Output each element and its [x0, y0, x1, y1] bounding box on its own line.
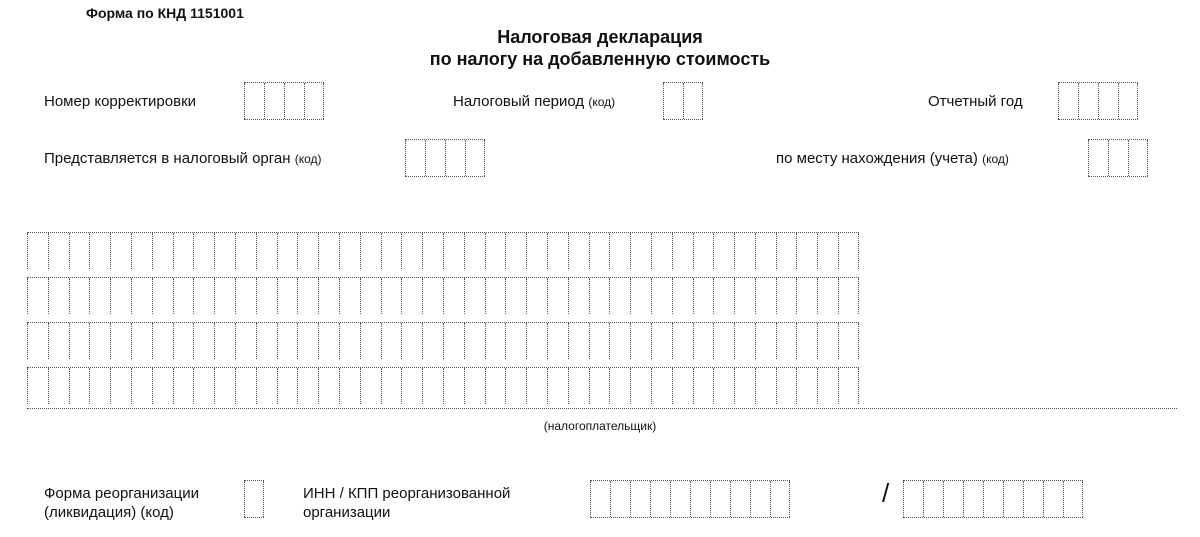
input-cell[interactable]	[796, 323, 817, 359]
input-cell[interactable]	[609, 278, 630, 314]
input-cell[interactable]	[401, 323, 422, 359]
input-cell[interactable]	[110, 323, 131, 359]
correction-number-field[interactable]	[244, 82, 324, 120]
input-cell[interactable]	[27, 323, 48, 359]
input-cell[interactable]	[963, 481, 983, 517]
input-cell[interactable]	[193, 233, 214, 269]
report-year-field[interactable]	[1058, 82, 1138, 120]
input-cell[interactable]	[69, 368, 90, 404]
taxpayer-row[interactable]	[27, 232, 859, 269]
input-cell[interactable]	[776, 368, 797, 404]
input-cell[interactable]	[672, 323, 693, 359]
input-cell[interactable]	[796, 368, 817, 404]
input-cell[interactable]	[568, 278, 589, 314]
input-cell[interactable]	[526, 323, 547, 359]
input-cell[interactable]	[568, 368, 589, 404]
input-cell[interactable]	[630, 368, 651, 404]
input-cell[interactable]	[770, 481, 790, 517]
input-cell[interactable]	[650, 481, 670, 517]
input-cell[interactable]	[903, 481, 923, 517]
input-cell[interactable]	[713, 233, 734, 269]
tax-authority-field[interactable]	[405, 139, 485, 177]
input-cell[interactable]	[244, 481, 264, 517]
input-cell[interactable]	[609, 368, 630, 404]
input-cell[interactable]	[173, 233, 194, 269]
input-cell[interactable]	[817, 323, 838, 359]
input-cell[interactable]	[776, 278, 797, 314]
correction-number-label: Номер корректировки	[44, 93, 197, 110]
input-cell[interactable]	[730, 481, 750, 517]
input-cell[interactable]	[339, 323, 360, 359]
input-cell[interactable]	[923, 481, 943, 517]
input-cell[interactable]	[152, 278, 173, 314]
input-cell[interactable]	[284, 83, 304, 119]
input-cell[interactable]	[464, 278, 485, 314]
reorg-kpp-field[interactable]	[903, 480, 1083, 518]
taxpayer-row[interactable]	[27, 367, 859, 404]
input-cell[interactable]	[214, 323, 235, 359]
input-cell[interactable]	[297, 368, 318, 404]
input-cell[interactable]	[547, 278, 568, 314]
input-cell[interactable]	[547, 323, 568, 359]
input-cell[interactable]	[193, 278, 214, 314]
taxpayer-grid-bottom-border	[27, 408, 1177, 409]
input-cell[interactable]	[609, 323, 630, 359]
input-cell[interactable]	[464, 323, 485, 359]
input-cell[interactable]	[505, 323, 526, 359]
input-cell[interactable]	[817, 233, 838, 269]
input-cell[interactable]	[235, 233, 256, 269]
input-cell[interactable]	[610, 481, 630, 517]
input-cell[interactable]	[425, 140, 445, 176]
input-cell[interactable]	[360, 323, 381, 359]
input-cell[interactable]	[131, 368, 152, 404]
input-cell[interactable]	[1023, 481, 1043, 517]
input-cell[interactable]	[110, 278, 131, 314]
input-cell[interactable]	[443, 368, 464, 404]
input-cell[interactable]	[27, 233, 48, 269]
tax-period-field[interactable]	[663, 82, 703, 120]
input-cell[interactable]	[318, 323, 339, 359]
input-cell[interactable]	[381, 233, 402, 269]
input-cell[interactable]	[485, 368, 506, 404]
input-cell[interactable]	[505, 233, 526, 269]
input-cell[interactable]	[401, 233, 422, 269]
input-cell[interactable]	[838, 278, 859, 314]
input-cell[interactable]	[422, 368, 443, 404]
inn-kpp-separator: /	[882, 478, 890, 508]
input-cell[interactable]	[173, 368, 194, 404]
input-cell[interactable]	[277, 323, 298, 359]
input-cell[interactable]	[422, 233, 443, 269]
input-cell[interactable]	[381, 368, 402, 404]
input-cell[interactable]	[360, 278, 381, 314]
input-cell[interactable]	[505, 278, 526, 314]
input-cell[interactable]	[193, 323, 214, 359]
input-cell[interactable]	[27, 368, 48, 404]
input-cell[interactable]	[464, 233, 485, 269]
input-cell[interactable]	[713, 368, 734, 404]
input-cell[interactable]	[256, 368, 277, 404]
input-cell[interactable]	[89, 368, 110, 404]
input-cell[interactable]	[485, 278, 506, 314]
input-cell[interactable]	[27, 278, 48, 314]
input-cell[interactable]	[214, 233, 235, 269]
input-cell[interactable]	[589, 278, 610, 314]
input-cell[interactable]	[89, 233, 110, 269]
input-cell[interactable]	[443, 278, 464, 314]
input-cell[interactable]	[630, 278, 651, 314]
input-cell[interactable]	[443, 233, 464, 269]
input-cell[interactable]	[651, 278, 672, 314]
input-cell[interactable]	[381, 278, 402, 314]
input-cell[interactable]	[48, 278, 69, 314]
taxpayer-row[interactable]	[27, 277, 859, 314]
input-cell[interactable]	[1108, 140, 1128, 176]
input-cell[interactable]	[526, 233, 547, 269]
input-cell[interactable]	[69, 278, 90, 314]
input-cell[interactable]	[776, 323, 797, 359]
tax-period-label: Налоговый период (код)	[453, 93, 616, 110]
input-cell[interactable]	[589, 233, 610, 269]
input-cell[interactable]	[693, 278, 714, 314]
reorg-inn-kpp-label: ИНН / КПП реорганизованной организации	[303, 485, 511, 521]
input-cell[interactable]	[734, 278, 755, 314]
input-cell[interactable]	[1063, 481, 1083, 517]
input-cell[interactable]	[1098, 83, 1118, 119]
input-cell[interactable]	[48, 323, 69, 359]
input-cell[interactable]	[152, 368, 173, 404]
input-cell[interactable]	[277, 278, 298, 314]
input-cell[interactable]	[443, 323, 464, 359]
input-cell[interactable]	[734, 323, 755, 359]
input-cell[interactable]	[817, 368, 838, 404]
input-cell[interactable]	[630, 323, 651, 359]
reorg-form-field[interactable]	[244, 480, 264, 518]
input-cell[interactable]	[339, 278, 360, 314]
input-cell[interactable]	[589, 368, 610, 404]
input-cell[interactable]	[817, 278, 838, 314]
input-cell[interactable]	[1118, 83, 1138, 119]
input-cell[interactable]	[663, 83, 683, 119]
input-cell[interactable]	[297, 233, 318, 269]
input-cell[interactable]	[214, 278, 235, 314]
input-cell[interactable]	[445, 140, 465, 176]
form-subtitle: по налогу на добавленную стоимость	[429, 49, 771, 69]
tax-authority-label: Представляется в налоговый орган (код)	[44, 150, 322, 167]
input-cell[interactable]	[693, 368, 714, 404]
input-cell[interactable]	[1078, 83, 1098, 119]
input-cell[interactable]	[89, 323, 110, 359]
input-cell[interactable]	[838, 323, 859, 359]
input-cell[interactable]	[465, 140, 485, 176]
input-cell[interactable]	[526, 368, 547, 404]
input-cell[interactable]	[235, 368, 256, 404]
input-cell[interactable]	[796, 233, 817, 269]
input-cell[interactable]	[713, 278, 734, 314]
input-cell[interactable]	[568, 233, 589, 269]
input-cell[interactable]	[422, 323, 443, 359]
input-cell[interactable]	[173, 278, 194, 314]
input-cell[interactable]	[485, 233, 506, 269]
reorg-form-label: Форма реорганизации (ликвидация) (код)	[44, 485, 199, 521]
input-cell[interactable]	[505, 368, 526, 404]
input-cell[interactable]	[277, 233, 298, 269]
report-year-label: Отчетный год	[928, 93, 1023, 110]
input-cell[interactable]	[589, 323, 610, 359]
input-cell[interactable]	[401, 278, 422, 314]
input-cell[interactable]	[670, 481, 690, 517]
input-cell[interactable]	[755, 323, 776, 359]
input-cell[interactable]	[131, 323, 152, 359]
input-cell[interactable]	[264, 83, 284, 119]
input-cell[interactable]	[755, 368, 776, 404]
input-cell[interactable]	[339, 368, 360, 404]
input-cell[interactable]	[838, 233, 859, 269]
input-cell[interactable]	[401, 368, 422, 404]
input-cell[interactable]	[1088, 140, 1108, 176]
input-cell[interactable]	[683, 83, 703, 119]
input-cell[interactable]	[193, 368, 214, 404]
location-label: по месту нахождения (учета) (код)	[776, 150, 1009, 167]
input-cell[interactable]	[360, 368, 381, 404]
input-cell[interactable]	[318, 278, 339, 314]
input-cell[interactable]	[651, 233, 672, 269]
input-cell[interactable]	[734, 368, 755, 404]
input-cell[interactable]	[750, 481, 770, 517]
input-cell[interactable]	[672, 368, 693, 404]
input-cell[interactable]	[464, 368, 485, 404]
input-cell[interactable]	[1003, 481, 1023, 517]
input-cell[interactable]	[630, 481, 650, 517]
input-cell[interactable]	[304, 83, 324, 119]
input-cell[interactable]	[776, 233, 797, 269]
input-cell[interactable]	[152, 323, 173, 359]
input-cell[interactable]	[89, 278, 110, 314]
input-cell[interactable]	[131, 233, 152, 269]
input-cell[interactable]	[110, 368, 131, 404]
input-cell[interactable]	[547, 233, 568, 269]
input-cell[interactable]	[590, 481, 610, 517]
input-cell[interactable]	[713, 323, 734, 359]
input-cell[interactable]	[360, 233, 381, 269]
input-cell[interactable]	[796, 278, 817, 314]
input-cell[interactable]	[609, 233, 630, 269]
input-cell[interactable]	[48, 233, 69, 269]
input-cell[interactable]	[693, 323, 714, 359]
input-cell[interactable]	[755, 278, 776, 314]
reorg-inn-field[interactable]	[590, 480, 790, 518]
input-cell[interactable]	[526, 278, 547, 314]
input-cell[interactable]	[547, 368, 568, 404]
form-code: Форма по КНД 1151001	[86, 5, 244, 21]
input-cell[interactable]	[173, 323, 194, 359]
input-cell[interactable]	[131, 278, 152, 314]
input-cell[interactable]	[405, 140, 425, 176]
input-cell[interactable]	[318, 233, 339, 269]
input-cell[interactable]	[568, 323, 589, 359]
input-cell[interactable]	[1058, 83, 1078, 119]
input-cell[interactable]	[69, 323, 90, 359]
input-cell[interactable]	[381, 323, 402, 359]
input-cell[interactable]	[630, 233, 651, 269]
input-cell[interactable]	[943, 481, 963, 517]
input-cell[interactable]	[690, 481, 710, 517]
input-cell[interactable]	[235, 323, 256, 359]
input-cell[interactable]	[297, 278, 318, 314]
input-cell[interactable]	[69, 233, 90, 269]
input-cell[interactable]	[734, 233, 755, 269]
location-field[interactable]	[1088, 139, 1148, 177]
input-cell[interactable]	[1128, 140, 1148, 176]
input-cell[interactable]	[422, 278, 443, 314]
input-cell[interactable]	[1043, 481, 1063, 517]
input-cell[interactable]	[297, 323, 318, 359]
input-cell[interactable]	[244, 83, 264, 119]
input-cell[interactable]	[651, 323, 672, 359]
input-cell[interactable]	[256, 278, 277, 314]
input-cell[interactable]	[651, 368, 672, 404]
input-cell[interactable]	[152, 233, 173, 269]
input-cell[interactable]	[48, 368, 69, 404]
input-cell[interactable]	[339, 233, 360, 269]
form-title: Налоговая декларация	[497, 27, 703, 47]
input-cell[interactable]	[672, 233, 693, 269]
input-cell[interactable]	[672, 278, 693, 314]
input-cell[interactable]	[755, 233, 776, 269]
input-cell[interactable]	[693, 233, 714, 269]
input-cell[interactable]	[710, 481, 730, 517]
input-cell[interactable]	[838, 368, 859, 404]
input-cell[interactable]	[983, 481, 1003, 517]
input-cell[interactable]	[485, 323, 506, 359]
input-cell[interactable]	[277, 368, 298, 404]
input-cell[interactable]	[110, 233, 131, 269]
input-cell[interactable]	[256, 233, 277, 269]
taxpayer-row[interactable]	[27, 322, 859, 359]
input-cell[interactable]	[214, 368, 235, 404]
input-cell[interactable]	[318, 368, 339, 404]
input-cell[interactable]	[256, 323, 277, 359]
input-cell[interactable]	[235, 278, 256, 314]
taxpayer-caption: (налогоплательщик)	[543, 419, 657, 433]
